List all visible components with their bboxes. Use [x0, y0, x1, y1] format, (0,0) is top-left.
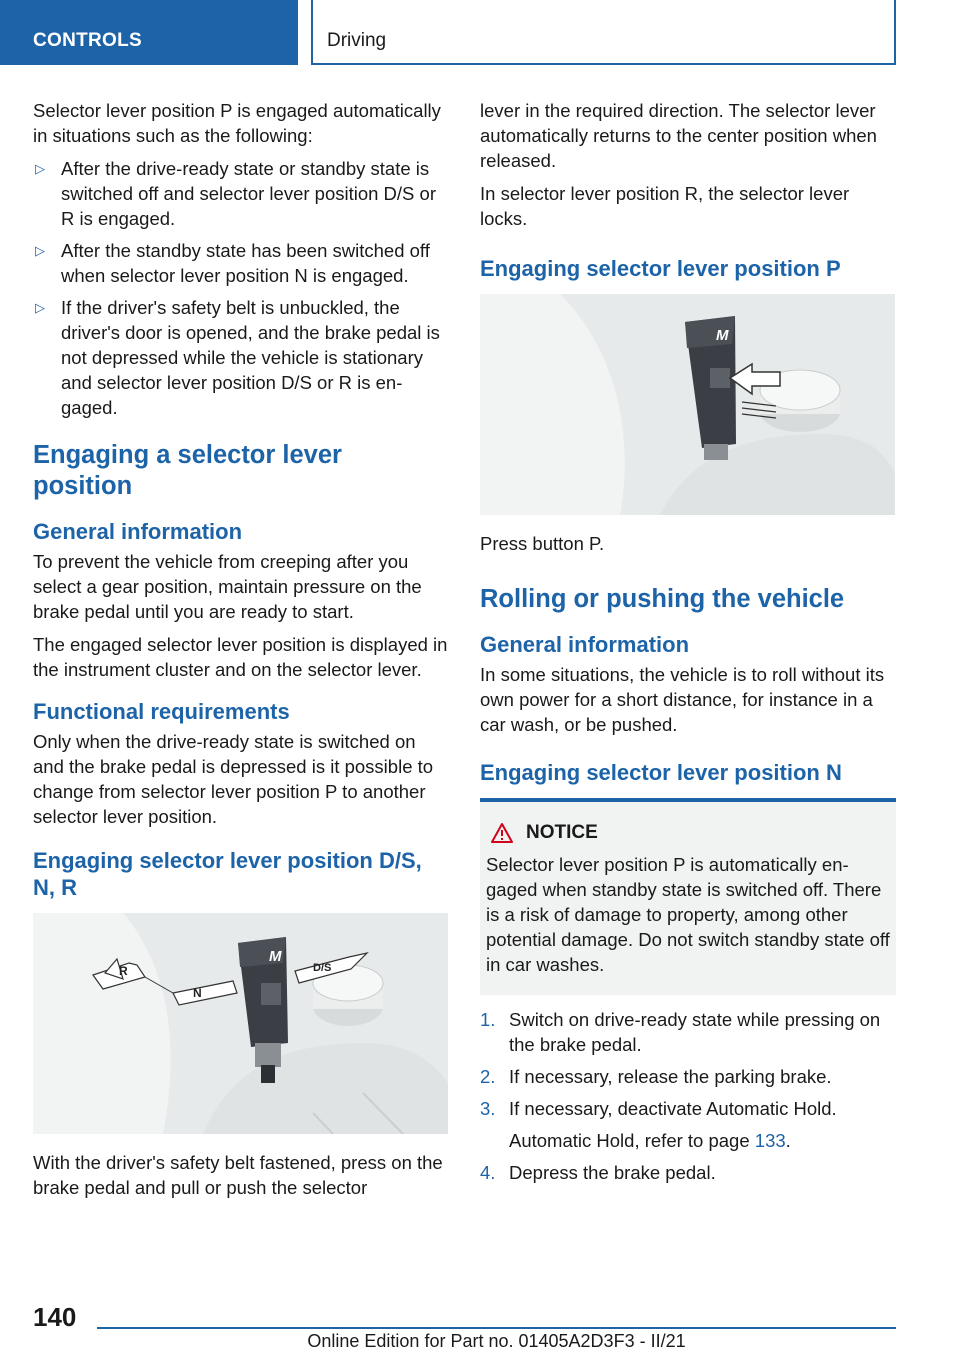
reverse-paragraph: In selector lever position R, the selector lever locks. [480, 183, 850, 229]
step-item: 1. Switch on drive-ready state while pressing on the brake pedal. [480, 1009, 881, 1055]
notice-box [480, 798, 896, 995]
footer-divider [97, 1327, 896, 1329]
page-link[interactable]: 133 [754, 1130, 786, 1151]
bullet-list [33, 156, 448, 420]
step-item: 3. If necessary, deactivate Automatic Hold. Automatic Hold, refer to page 133. [480, 1096, 896, 1153]
heading-engaging-p: Engaging selector lever position P [480, 256, 841, 281]
triangle-right-icon: ▷ [35, 300, 45, 315]
header-chapter: Driving [311, 0, 896, 65]
notice-header [486, 822, 890, 844]
figure-selector-lever-p [480, 294, 895, 515]
svg-text:M: M [269, 948, 282, 965]
step-note: Automatic Hold, refer to page 133. [509, 1130, 791, 1151]
heading-engaging: Engaging a selector lever position [33, 441, 342, 500]
steps-list [480, 1007, 896, 1185]
warning-triangle-icon [490, 822, 514, 844]
header-section: CONTROLS [0, 0, 298, 65]
heading-rolling: Rolling or pushing the vehicle [480, 585, 845, 613]
triangle-right-icon: ▷ [35, 161, 45, 176]
general-paragraph-2: The engaged selector lever position is displayed in the instrument cluster and on the selector lever. [33, 634, 448, 680]
rolling-paragraph: In some situations, the vehicle is to roll without its own power for a short distance, for instance in a car wash, or be pushed. [480, 664, 885, 735]
list-item: ▷ If the driver's safety belt is unbuckled, the driver's door is opened, and the brake pedal is not depressed while the vehicle is stationary and selector lever position D/S or R is engaged. [35, 297, 440, 418]
left-column [33, 98, 448, 1208]
step-item: 2. If necessary, release the parking brake. [480, 1066, 832, 1087]
heading-engaging-n: Engaging selector lever position N [480, 760, 842, 785]
heading-dsnr: Engaging selector lever position D/S, N, R [33, 848, 422, 900]
notice-text: Selector lever position P is automatically engaged when standby state is switched off. There is a risk of damage to property, among other potential damage. Do not switch standby state off in car washes. [486, 854, 890, 975]
figure-selector-lever-dsnr [33, 913, 448, 1134]
list-item: ▷ After the standby state has been switched off when selector lever position N is engaged. [35, 240, 430, 286]
figure-label-r: R [119, 964, 128, 978]
intro-paragraph: Selector lever position P is engaged automatically in situations such as the following: [33, 100, 441, 146]
heading-functional: Functional requirements [33, 699, 290, 724]
right-column [480, 98, 896, 1192]
triangle-right-icon: ▷ [35, 243, 45, 258]
footer-edition: Online Edition for Part no. 01405A2D3F3 - II/21 [307, 1331, 686, 1351]
press-button-paragraph: Press button P. [480, 533, 605, 554]
figure-label-n: N [193, 986, 202, 1000]
belt-paragraph: With the driver's safety belt fastened, press on the brake pedal and pull or push the selector [33, 1152, 443, 1198]
general-paragraph-1: To prevent the vehicle from creeping after you select a gear position, maintain pressure on the brake pedal until you are ready to start. [33, 551, 422, 622]
heading-general-info-right: General information [480, 632, 690, 657]
notice-title: NOTICE [526, 822, 598, 843]
page-number: 140 [33, 1302, 77, 1332]
functional-paragraph: Only when the drive-ready state is switched on and the brake pedal is depressed is it possible to change from selector lever position P to another selector lever position. [33, 731, 434, 827]
list-item: ▷ After the drive-ready state or standby state is switched off and selector lever position D/S or R is engaged. [35, 158, 436, 229]
continued-paragraph: lever in the required direction. The selector lever automatically returns to the center position when released. [480, 100, 877, 171]
step-item: 4. Depress the brake pedal. [480, 1162, 716, 1183]
figure-label-ds: D/S [313, 962, 332, 974]
heading-general-info: General information [33, 519, 243, 544]
svg-text:M: M [716, 327, 729, 344]
